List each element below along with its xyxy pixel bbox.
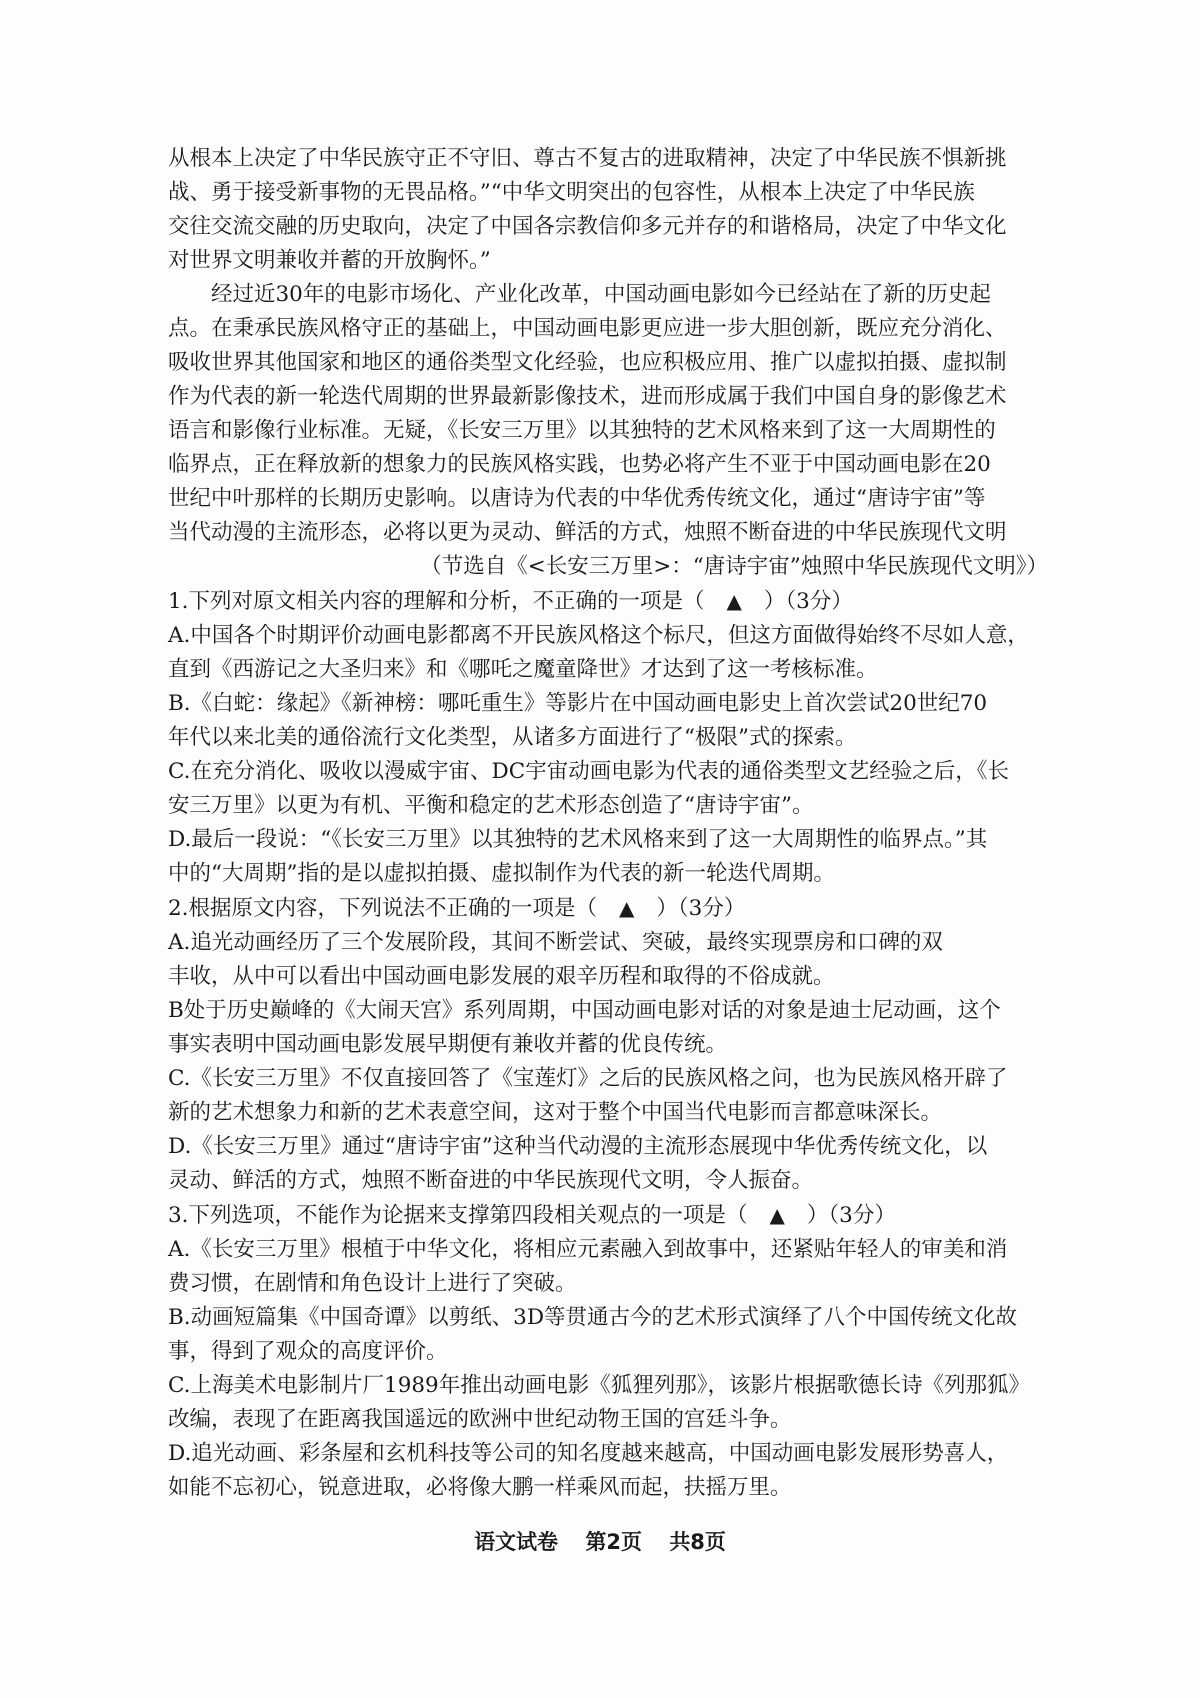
passage-line: 点。在秉承民族风格守正的基础上，中国动画电影更应进一步大胆创新，既应充分消化、 xyxy=(168,316,1007,341)
question-2-option-a xyxy=(168,926,1058,994)
question-score: ）（3分） xyxy=(763,589,853,614)
question-2-option-d xyxy=(168,1130,1058,1198)
option-line: C.上海美术电影制片厂1989年推出动画电影《狐狸列那》，该影片根据歌德长诗《列那狐》 xyxy=(168,1373,1030,1398)
question-score: ）（3分） xyxy=(806,1203,896,1228)
passage-line: 交往交流交融的历史取向，决定了中国各宗教信仰多元并存的和谐格局，决定了中华文化 xyxy=(168,214,1007,239)
question-1-option-d xyxy=(168,823,1058,891)
footer-page-number: 第2页 xyxy=(585,1530,642,1554)
passage-line: 当代动漫的主流形态，必将以更为灵动、鲜活的方式，烛照不断奋进的中华民族现代文明 xyxy=(168,520,1007,545)
question-2-option-b xyxy=(168,994,1058,1062)
passage-source: （节选自《<长安三万里>：“唐诗宇宙”烛照中华民族现代文明》） xyxy=(420,554,1048,579)
passage-line: 作为代表的新一轮迭代周期的世界最新影像技术，进而形成属于我们中国自身的影像艺术 xyxy=(168,384,1007,409)
question-3-option-b xyxy=(168,1301,1058,1369)
option-line: C.《长安三万里》不仅直接回答了《宝莲灯》之后的民族风格之问，也为民族风格开辟了 xyxy=(168,1066,1008,1091)
option-line: 中的“大周期”指的是以虚拟拍摄、虚拟制作为代表的新一轮迭代周期。 xyxy=(168,861,835,886)
question-stem-text: 1.下列对原文相关内容的理解和分析，不正确的一项是（ xyxy=(168,589,705,614)
option-line: A.中国各个时期评价动画电影都离不开民族风格这个标尺，但这方面做得始终不尽如人意， xyxy=(168,623,1029,648)
option-line: A.追光动画经历了三个发展阶段，其间不断尝试、突破，最终实现票房和口碑的双 xyxy=(168,930,943,955)
option-line: 直到《西游记之大圣归来》和《哪吒之魔童降世》才达到了这一考核标准。 xyxy=(168,657,878,682)
option-line: D.《长安三万里》通过“唐诗宇宙”这种当代动漫的主流形态展现中华优秀传统文化，以 xyxy=(168,1134,988,1159)
question-1-option-b xyxy=(168,687,1058,755)
option-line: C.在充分消化、吸收以漫威宇宙、DC宇宙动画电影为代表的通俗类型文艺经验之后，《长 xyxy=(168,759,1009,784)
answer-triangle-icon: ▲ xyxy=(769,1203,785,1227)
option-line: 事实表明中国动画电影发展早期便有兼收并蓄的优良传统。 xyxy=(168,1032,728,1057)
question-1-option-a xyxy=(168,619,1058,687)
question-3-stem xyxy=(168,1198,1058,1233)
question-1-stem xyxy=(168,584,1058,619)
option-line: 改编，表现了在距离我国遥远的欧洲中世纪动物王国的宫廷斗争。 xyxy=(168,1407,792,1432)
passage-line: 从根本上决定了中华民族守正不守旧、尊古不复古的进取精神，决定了中华民族不惧新挑 xyxy=(168,146,1007,171)
option-line: 灵动、鲜活的方式，烛照不断奋进的中华民族现代文明，令人振奋。 xyxy=(168,1168,814,1193)
passage-line: 对世界文明兼收并蓄的开放胸怀。” xyxy=(168,248,491,273)
option-line: B.动画短篇集《中国奇谭》以剪纸、3D等贯通古今的艺术形式演绎了八个中国传统文化故 xyxy=(168,1305,1018,1330)
question-score: ）（3分） xyxy=(656,896,746,921)
passage-paragraph-2 xyxy=(168,278,1058,550)
option-line: 新的艺术想象力和新的艺术表意空间，这对于整个中国当代电影而言都意味深长。 xyxy=(168,1100,943,1125)
passage-line: 语言和影像行业标准。无疑，《长安三万里》以其独特的艺术风格来到了这一大周期性的 xyxy=(168,418,996,443)
answer-triangle-icon: ▲ xyxy=(619,896,635,920)
passage-line: 临界点，正在释放新的想象力的民族风格实践，也势必将产生不亚于中国动画电影在20 xyxy=(168,452,991,477)
question-2-stem xyxy=(168,891,1058,926)
option-line: 事，得到了观众的高度评价。 xyxy=(168,1339,448,1364)
option-line: D.追光动画、彩条屋和玄机科技等公司的知名度越来越高，中国动画电影发展形势喜人， xyxy=(168,1441,1009,1466)
passage-line: 世纪中叶那样的长期历史影响。以唐诗为代表的中华优秀传统文化，通过“唐诗宇宙”等 xyxy=(168,486,986,511)
question-stem-text: 2.根据原文内容，下列说法不正确的一项是（ xyxy=(168,896,598,921)
question-1-option-c xyxy=(168,755,1058,823)
exam-body xyxy=(168,142,1058,1505)
option-line: 安三万里》以更为有机、平衡和稳定的艺术形态创造了“唐诗宇宙”。 xyxy=(168,793,814,818)
passage-paragraph-1 xyxy=(168,142,1058,278)
question-3-option-a xyxy=(168,1233,1058,1301)
option-line: B.《白蛇：缘起》《新神榜：哪吒重生》等影片在中国动画电影史上首次尝试20世纪70 xyxy=(168,691,988,716)
option-line: A.《长安三万里》根植于中华文化，将相应元素融入到故事中，还紧贴年轻人的审美和消 xyxy=(168,1237,1008,1262)
question-stem-text: 3.下列选项，不能作为论据来支撑第四段相关观点的一项是（ xyxy=(168,1203,748,1228)
option-line: 年代以来北美的通俗流行文化类型，从诸多方面进行了“极限”式的探索。 xyxy=(168,725,857,750)
option-line: 费习惯，在剧情和角色设计上进行了突破。 xyxy=(168,1271,577,1296)
question-2-option-c xyxy=(168,1062,1058,1130)
passage-line: 战、勇于接受新事物的无畏品格。”“中华文明突出的包容性，从根本上决定了中华民族 xyxy=(168,180,975,205)
option-line: 丰收，从中可以看出中国动画电影发展的艰辛历程和取得的不俗成就。 xyxy=(168,964,835,989)
option-line: D.最后一段说：“《长安三万里》以其独特的艺术风格来到了这一大周期性的临界点。”其 xyxy=(168,827,988,852)
option-line: B处于历史巅峰的《大闹天宫》系列周期，中国动画电影对话的对象是迪士尼动画，这个 xyxy=(168,998,1001,1023)
answer-triangle-icon: ▲ xyxy=(726,589,742,613)
question-3-option-c xyxy=(168,1369,1058,1437)
question-3-option-d xyxy=(168,1437,1058,1505)
passage-line: 吸收世界其他国家和地区的通俗类型文化经验，也应积极应用、推广以虚拟拍摄、虚拟制 xyxy=(168,350,1007,375)
option-line: 如能不忘初心，锐意进取，必将像大鹏一样乘风而起，扶摇万里。 xyxy=(168,1475,792,1500)
footer-subject: 语文试卷 xyxy=(474,1530,559,1554)
page-footer xyxy=(0,1526,1200,1556)
passage-line: 经过近30年的电影市场化、产业化改革，中国动画电影如今已经站在了新的历史起 xyxy=(211,282,991,307)
footer-total-pages: 共8页 xyxy=(669,1530,726,1554)
